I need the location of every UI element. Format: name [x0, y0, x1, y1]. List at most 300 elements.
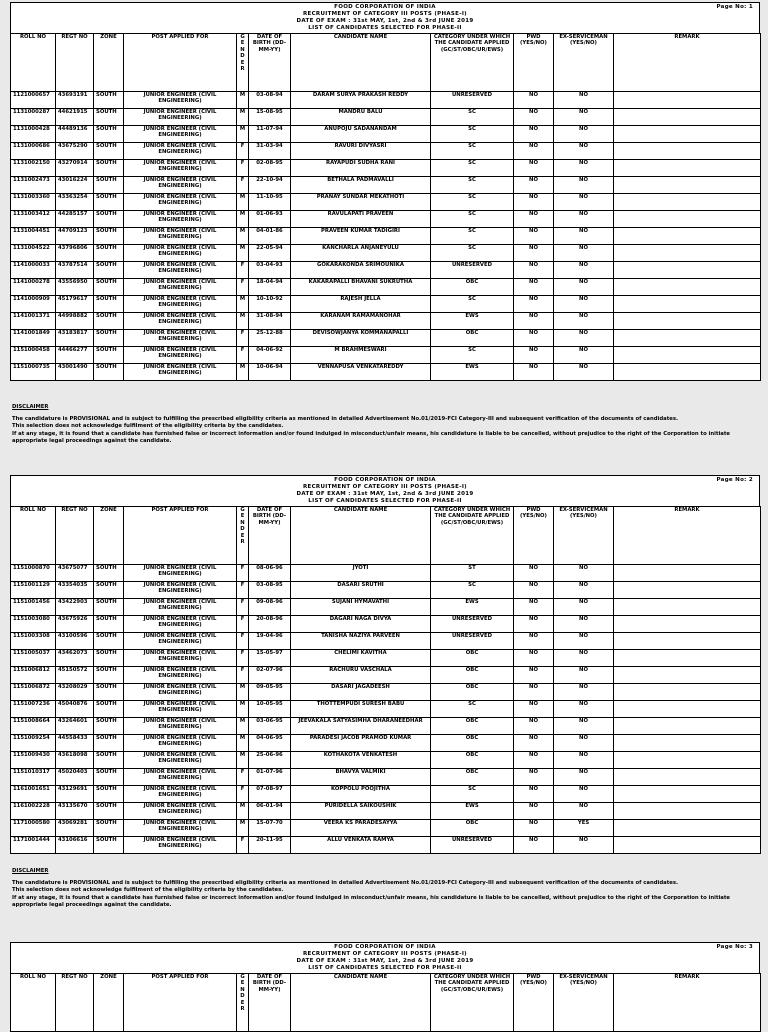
cell-name: DASARI SRUTHI: [291, 582, 431, 599]
cell-cat: SC: [431, 296, 514, 313]
cell-regt: 43183817: [56, 330, 94, 347]
cell-cat: OBC: [431, 279, 514, 296]
header-line1: FOOD CORPORATION OF INDIA: [334, 944, 436, 950]
cell-name: DAGARI NAGA DIVYA: [291, 616, 431, 633]
header-line4: LIST OF CANDIDATES SELECTED FOR PHASE-II: [308, 25, 462, 31]
cell-regt: 43787514: [56, 262, 94, 279]
cell-name: BHAVYA VALMIKI: [291, 769, 431, 786]
column-header-regt: REGT NO: [56, 34, 94, 92]
cell-g: M: [237, 752, 249, 769]
candidates-table: [10, 973, 761, 1032]
cell-cat: ST: [431, 565, 514, 582]
cell-name: RAYAPUDI SUDHA RANI: [291, 160, 431, 177]
table-row: [11, 211, 761, 228]
cell-name: CHELIMI KAVITHA: [291, 650, 431, 667]
cell-remark: [614, 296, 761, 313]
cell-remark: [614, 803, 761, 820]
cell-dob: 04-06-92: [249, 347, 291, 364]
cell-regt: 43618098: [56, 752, 94, 769]
cell-pwd: NO: [514, 313, 554, 330]
cell-roll: 1161002228: [11, 803, 56, 820]
cell-regt: 43264601: [56, 718, 94, 735]
disclaimer-title: DISCLAIMER: [12, 868, 49, 874]
cell-remark: [614, 262, 761, 279]
column-header-roll: ROLL NO: [11, 974, 56, 1032]
cell-regt: 43135670: [56, 803, 94, 820]
table-row: [11, 582, 761, 599]
column-header-post: POST APPLIED FOR: [124, 974, 237, 1032]
cell-cat: UNRESERVED: [431, 92, 514, 109]
header-line4: LIST OF CANDIDATES SELECTED FOR PHASE-II: [308, 498, 462, 504]
cell-g: M: [237, 735, 249, 752]
cell-g: M: [237, 92, 249, 109]
cell-remark: [614, 160, 761, 177]
column-header-zone: ZONE: [94, 507, 124, 565]
cell-remark: [614, 228, 761, 245]
column-header-remark: REMARK: [614, 507, 761, 565]
cell-cat: OBC: [431, 769, 514, 786]
cell-dob: 02-07-96: [249, 667, 291, 684]
cell-dob: 22-10-94: [249, 177, 291, 194]
cell-cat: OBC: [431, 820, 514, 837]
cell-pwd: NO: [514, 109, 554, 126]
table-row: [11, 92, 761, 109]
cell-dob: 07-08-97: [249, 786, 291, 803]
cell-zone: SOUTH: [94, 633, 124, 650]
cell-remark: [614, 599, 761, 616]
cell-exs: NO: [554, 262, 614, 279]
cell-post: JUNIOR ENGINEER (CIVIL ENGINEERING): [124, 786, 237, 803]
cell-name: PRAVEEN KUMAR TADIGIRI: [291, 228, 431, 245]
table-row: [11, 599, 761, 616]
cell-zone: SOUTH: [94, 279, 124, 296]
cell-exs: NO: [554, 296, 614, 313]
cell-post: JUNIOR ENGINEER (CIVIL ENGINEERING): [124, 735, 237, 752]
cell-name: GOKARAKONDA SRIMOUNIKA: [291, 262, 431, 279]
cell-pwd: NO: [514, 803, 554, 820]
cell-roll: 1131000428: [11, 126, 56, 143]
cell-g: M: [237, 313, 249, 330]
cell-exs: NO: [554, 582, 614, 599]
cell-remark: [614, 837, 761, 854]
cell-exs: NO: [554, 330, 614, 347]
cell-name: MANDRU BALU: [291, 109, 431, 126]
cell-cat: SC: [431, 126, 514, 143]
header-row: [11, 507, 761, 565]
cell-exs: NO: [554, 599, 614, 616]
cell-zone: SOUTH: [94, 245, 124, 262]
cell-post: JUNIOR ENGINEER (CIVIL ENGINEERING): [124, 279, 237, 296]
cell-pwd: NO: [514, 684, 554, 701]
column-header-gender: G E N D E R: [237, 507, 249, 565]
cell-exs: NO: [554, 364, 614, 381]
cell-exs: NO: [554, 633, 614, 650]
column-header-gender: G E N D E R: [237, 34, 249, 92]
cell-pwd: NO: [514, 752, 554, 769]
column-header-name: CANDIDATE NAME: [291, 974, 431, 1032]
cell-dob: 03-08-95: [249, 582, 291, 599]
page-number: Page No: 3: [716, 944, 753, 950]
column-header-pwd: PWD (YES/NO): [514, 974, 554, 1032]
cell-pwd: NO: [514, 565, 554, 582]
cell-pwd: NO: [514, 667, 554, 684]
cell-zone: SOUTH: [94, 718, 124, 735]
column-header-category: CATEGORY UNDER WHICH THE CANDIDATE APPLIED (GC/ST/OBC/UR/EWS): [431, 507, 514, 565]
cell-dob: 31-08-94: [249, 313, 291, 330]
cell-dob: 10-10-92: [249, 296, 291, 313]
cell-cat: SC: [431, 245, 514, 262]
cell-pwd: NO: [514, 194, 554, 211]
cell-roll: 1151003308: [11, 633, 56, 650]
cell-exs: NO: [554, 92, 614, 109]
cell-regt: 45020403: [56, 769, 94, 786]
cell-dob: 25-06-96: [249, 752, 291, 769]
cell-exs: NO: [554, 650, 614, 667]
cell-g: M: [237, 820, 249, 837]
cell-post: JUNIOR ENGINEER (CIVIL ENGINEERING): [124, 752, 237, 769]
cell-remark: [614, 565, 761, 582]
cell-post: JUNIOR ENGINEER (CIVIL ENGINEERING): [124, 820, 237, 837]
cell-post: JUNIOR ENGINEER (CIVIL ENGINEERING): [124, 194, 237, 211]
cell-exs: NO: [554, 109, 614, 126]
cell-pwd: NO: [514, 245, 554, 262]
cell-regt: 43796806: [56, 245, 94, 262]
disclaimer-paragraph-3: If at any stage, it is found that a candidate has furnished false or incorrect information and/or found indulged in misconduct/unfair means, his candidature is liable to be cancelled, without prejudice to the right of the Corporation to initiate appropriate legal proceedings against the candidate.: [12, 894, 731, 908]
cell-remark: [614, 667, 761, 684]
header-line2: RECRUITMENT OF CATEGORY III POSTS (PHASE-I): [303, 11, 467, 17]
cell-regt: 44709123: [56, 228, 94, 245]
cell-name: RAVULAPATI PRAVEEN: [291, 211, 431, 228]
cell-zone: SOUTH: [94, 684, 124, 701]
cell-roll: 1151007236: [11, 701, 56, 718]
table-row: [11, 143, 761, 160]
cell-g: F: [237, 650, 249, 667]
cell-roll: 1151010317: [11, 769, 56, 786]
cell-post: JUNIOR ENGINEER (CIVIL ENGINEERING): [124, 701, 237, 718]
cell-name: KOTHAKOTA VENKATESH: [291, 752, 431, 769]
page-1: [10, 2, 760, 381]
cell-post: JUNIOR ENGINEER (CIVIL ENGINEERING): [124, 347, 237, 364]
cell-exs: NO: [554, 667, 614, 684]
cell-roll: 1171000580: [11, 820, 56, 837]
cell-roll: 1151000458: [11, 347, 56, 364]
cell-roll: 1141000278: [11, 279, 56, 296]
table-row: [11, 109, 761, 126]
cell-exs: NO: [554, 228, 614, 245]
table-row: [11, 565, 761, 582]
cell-cat: SC: [431, 143, 514, 160]
cell-roll: 1121000657: [11, 92, 56, 109]
cell-remark: [614, 330, 761, 347]
cell-pwd: NO: [514, 820, 554, 837]
cell-regt: 43693191: [56, 92, 94, 109]
cell-dob: 25-12-88: [249, 330, 291, 347]
table-row: [11, 347, 761, 364]
cell-pwd: NO: [514, 211, 554, 228]
cell-zone: SOUTH: [94, 313, 124, 330]
column-header-roll: ROLL NO: [11, 507, 56, 565]
cell-regt: 45150572: [56, 667, 94, 684]
cell-pwd: NO: [514, 92, 554, 109]
cell-remark: [614, 633, 761, 650]
table-row: [11, 616, 761, 633]
cell-dob: 01-06-93: [249, 211, 291, 228]
cell-exs: NO: [554, 803, 614, 820]
cell-cat: SC: [431, 701, 514, 718]
cell-regt: 43354035: [56, 582, 94, 599]
column-header-regt: REGT NO: [56, 507, 94, 565]
column-header-post: POST APPLIED FOR: [124, 507, 237, 565]
cell-cat: EWS: [431, 803, 514, 820]
cell-remark: [614, 616, 761, 633]
cell-remark: [614, 820, 761, 837]
cell-g: F: [237, 769, 249, 786]
cell-roll: 1131002150: [11, 160, 56, 177]
cell-cat: UNRESERVED: [431, 262, 514, 279]
cell-post: JUNIOR ENGINEER (CIVIL ENGINEERING): [124, 296, 237, 313]
cell-regt: 43106616: [56, 837, 94, 854]
cell-post: JUNIOR ENGINEER (CIVIL ENGINEERING): [124, 245, 237, 262]
cell-zone: SOUTH: [94, 177, 124, 194]
cell-cat: EWS: [431, 364, 514, 381]
cell-regt: 44285157: [56, 211, 94, 228]
cell-remark: [614, 279, 761, 296]
cell-cat: OBC: [431, 684, 514, 701]
cell-zone: SOUTH: [94, 109, 124, 126]
cell-roll: 1151000735: [11, 364, 56, 381]
cell-pwd: NO: [514, 177, 554, 194]
column-header-exs: EX-SERVICEMAN (YES/NO): [554, 974, 614, 1032]
cell-post: JUNIOR ENGINEER (CIVIL ENGINEERING): [124, 599, 237, 616]
cell-regt: 43363254: [56, 194, 94, 211]
cell-roll: 1131000287: [11, 109, 56, 126]
cell-pwd: NO: [514, 228, 554, 245]
cell-name: SUJANI HYMAVATHI: [291, 599, 431, 616]
cell-zone: SOUTH: [94, 160, 124, 177]
cell-remark: [614, 347, 761, 364]
cell-regt: 44621915: [56, 109, 94, 126]
cell-g: F: [237, 633, 249, 650]
header-line1: FOOD CORPORATION OF INDIA: [334, 477, 436, 483]
cell-g: M: [237, 718, 249, 735]
cell-post: JUNIOR ENGINEER (CIVIL ENGINEERING): [124, 616, 237, 633]
column-header-remark: REMARK: [614, 974, 761, 1032]
cell-roll: 1141001371: [11, 313, 56, 330]
cell-remark: [614, 684, 761, 701]
cell-dob: 11-10-95: [249, 194, 291, 211]
cell-pwd: NO: [514, 582, 554, 599]
cell-roll: 1171001444: [11, 837, 56, 854]
cell-roll: 1151008664: [11, 718, 56, 735]
cell-g: M: [237, 364, 249, 381]
table-row: [11, 718, 761, 735]
cell-dob: 15-08-95: [249, 109, 291, 126]
cell-zone: SOUTH: [94, 616, 124, 633]
column-header-pwd: PWD (YES/NO): [514, 507, 554, 565]
column-header-dob: DATE OF BIRTH (DD-MM-YY): [249, 34, 291, 92]
cell-roll: 1151009254: [11, 735, 56, 752]
cell-name: ANUPOJU SADANANDAM: [291, 126, 431, 143]
cell-post: JUNIOR ENGINEER (CIVIL ENGINEERING): [124, 667, 237, 684]
cell-regt: 43675290: [56, 143, 94, 160]
header-line2: RECRUITMENT OF CATEGORY III POSTS (PHASE-I): [303, 951, 467, 957]
cell-exs: NO: [554, 177, 614, 194]
cell-regt: 43422903: [56, 599, 94, 616]
cell-roll: 1141000909: [11, 296, 56, 313]
table-row: [11, 684, 761, 701]
cell-zone: SOUTH: [94, 599, 124, 616]
table-row: [11, 296, 761, 313]
cell-post: JUNIOR ENGINEER (CIVIL ENGINEERING): [124, 718, 237, 735]
cell-dob: 20-11-95: [249, 837, 291, 854]
page-header: [10, 2, 760, 33]
cell-dob: 20-08-96: [249, 616, 291, 633]
cell-post: JUNIOR ENGINEER (CIVIL ENGINEERING): [124, 92, 237, 109]
cell-pwd: NO: [514, 296, 554, 313]
cell-post: JUNIOR ENGINEER (CIVIL ENGINEERING): [124, 160, 237, 177]
column-header-dob: DATE OF BIRTH (DD-MM-YY): [249, 974, 291, 1032]
cell-name: RAVURI DIVYASRI: [291, 143, 431, 160]
cell-remark: [614, 143, 761, 160]
cell-dob: 09-08-96: [249, 599, 291, 616]
column-header-zone: ZONE: [94, 974, 124, 1032]
cell-zone: SOUTH: [94, 347, 124, 364]
cell-exs: NO: [554, 701, 614, 718]
cell-dob: 15-05-97: [249, 650, 291, 667]
cell-remark: [614, 126, 761, 143]
table-row: [11, 177, 761, 194]
cell-remark: [614, 650, 761, 667]
cell-pwd: NO: [514, 616, 554, 633]
cell-dob: 08-06-96: [249, 565, 291, 582]
cell-name: JYOTI: [291, 565, 431, 582]
column-header-category: CATEGORY UNDER WHICH THE CANDIDATE APPLIED (GC/ST/OBC/UR/EWS): [431, 34, 514, 92]
cell-post: JUNIOR ENGINEER (CIVIL ENGINEERING): [124, 684, 237, 701]
cell-g: F: [237, 160, 249, 177]
cell-regt: 43001490: [56, 364, 94, 381]
cell-roll: 1151006812: [11, 667, 56, 684]
cell-roll: 1151001456: [11, 599, 56, 616]
cell-exs: NO: [554, 735, 614, 752]
cell-dob: 10-05-95: [249, 701, 291, 718]
cell-cat: OBC: [431, 667, 514, 684]
cell-post: JUNIOR ENGINEER (CIVIL ENGINEERING): [124, 211, 237, 228]
cell-cat: OBC: [431, 718, 514, 735]
cell-cat: OBC: [431, 735, 514, 752]
table-row: [11, 279, 761, 296]
cell-dob: 31-03-94: [249, 143, 291, 160]
cell-pwd: NO: [514, 633, 554, 650]
cell-name: KAKARAPALLI BHAVANI SUKRUTHA: [291, 279, 431, 296]
cell-regt: 43675926: [56, 616, 94, 633]
page-number: Page No: 2: [716, 477, 753, 483]
cell-cat: UNRESERVED: [431, 837, 514, 854]
cell-exs: NO: [554, 194, 614, 211]
cell-zone: SOUTH: [94, 92, 124, 109]
cell-name: VEERA KS PARADESAYYA: [291, 820, 431, 837]
cell-name: RAJESH JELLA: [291, 296, 431, 313]
cell-pwd: NO: [514, 364, 554, 381]
cell-roll: 1161001651: [11, 786, 56, 803]
cell-cat: SC: [431, 177, 514, 194]
cell-name: VENNAPUSA VENKATAREDDY: [291, 364, 431, 381]
column-header-roll: ROLL NO: [11, 34, 56, 92]
cell-g: M: [237, 228, 249, 245]
table-row: [11, 752, 761, 769]
cell-zone: SOUTH: [94, 211, 124, 228]
cell-post: JUNIOR ENGINEER (CIVIL ENGINEERING): [124, 262, 237, 279]
cell-zone: SOUTH: [94, 296, 124, 313]
cell-remark: [614, 769, 761, 786]
cell-remark: [614, 582, 761, 599]
cell-zone: SOUTH: [94, 837, 124, 854]
table-row: [11, 769, 761, 786]
cell-name: RACHURU VASCHALA: [291, 667, 431, 684]
cell-g: M: [237, 194, 249, 211]
cell-cat: EWS: [431, 599, 514, 616]
cell-exs: NO: [554, 837, 614, 854]
cell-pwd: NO: [514, 769, 554, 786]
table-row: [11, 786, 761, 803]
cell-cat: UNRESERVED: [431, 633, 514, 650]
page-header: [10, 475, 760, 506]
cell-g: F: [237, 582, 249, 599]
cell-zone: SOUTH: [94, 228, 124, 245]
column-header-pwd: PWD (YES/NO): [514, 34, 554, 92]
cell-g: M: [237, 296, 249, 313]
cell-regt: 43069281: [56, 820, 94, 837]
cell-dob: 19-04-96: [249, 633, 291, 650]
cell-pwd: NO: [514, 143, 554, 160]
cell-cat: UNRESERVED: [431, 616, 514, 633]
table-row: [11, 262, 761, 279]
cell-regt: 45040876: [56, 701, 94, 718]
cell-regt: 43129691: [56, 786, 94, 803]
cell-g: M: [237, 211, 249, 228]
cell-dob: 09-05-95: [249, 684, 291, 701]
cell-exs: NO: [554, 245, 614, 262]
cell-roll: 1151006872: [11, 684, 56, 701]
cell-cat: EWS: [431, 313, 514, 330]
cell-regt: 44558433: [56, 735, 94, 752]
table-row: [11, 160, 761, 177]
disclaimer-paragraph-1: The candidature is PROVISIONAL and is subject to fulfilling the prescribed eligibility criteria as mentioned in detailed Advertisement No.01/2019-FCI Category-III and subsequent verification of the documents of candidates.: [12, 415, 678, 422]
cell-exs: NO: [554, 126, 614, 143]
cell-roll: 1151000870: [11, 565, 56, 582]
cell-roll: 1131000686: [11, 143, 56, 160]
cell-dob: 15-07-70: [249, 820, 291, 837]
cell-dob: 18-04-94: [249, 279, 291, 296]
disclaimer-paragraph-3: If at any stage, it is found that a candidate has furnished false or incorrect information and/or found indulged in misconduct/unfair means, his candidature is liable to be cancelled, without prejudice to the right of the Corporation to initiate appropriate legal proceedings against the candidate.: [12, 430, 731, 444]
column-header-exs: EX-SERVICEMAN (YES/NO): [554, 507, 614, 565]
cell-name: KOPPOLU POOJITHA: [291, 786, 431, 803]
cell-pwd: NO: [514, 347, 554, 364]
cell-name: DASARI JAGADEESH: [291, 684, 431, 701]
cell-zone: SOUTH: [94, 650, 124, 667]
cell-roll: 1131002473: [11, 177, 56, 194]
cell-g: M: [237, 803, 249, 820]
cell-exs: NO: [554, 211, 614, 228]
cell-exs: NO: [554, 565, 614, 582]
cell-zone: SOUTH: [94, 820, 124, 837]
cell-pwd: NO: [514, 786, 554, 803]
cell-roll: 1131004522: [11, 245, 56, 262]
cell-dob: 02-08-95: [249, 160, 291, 177]
column-header-name: CANDIDATE NAME: [291, 34, 431, 92]
cell-exs: NO: [554, 313, 614, 330]
cell-g: F: [237, 837, 249, 854]
cell-dob: 11-07-94: [249, 126, 291, 143]
